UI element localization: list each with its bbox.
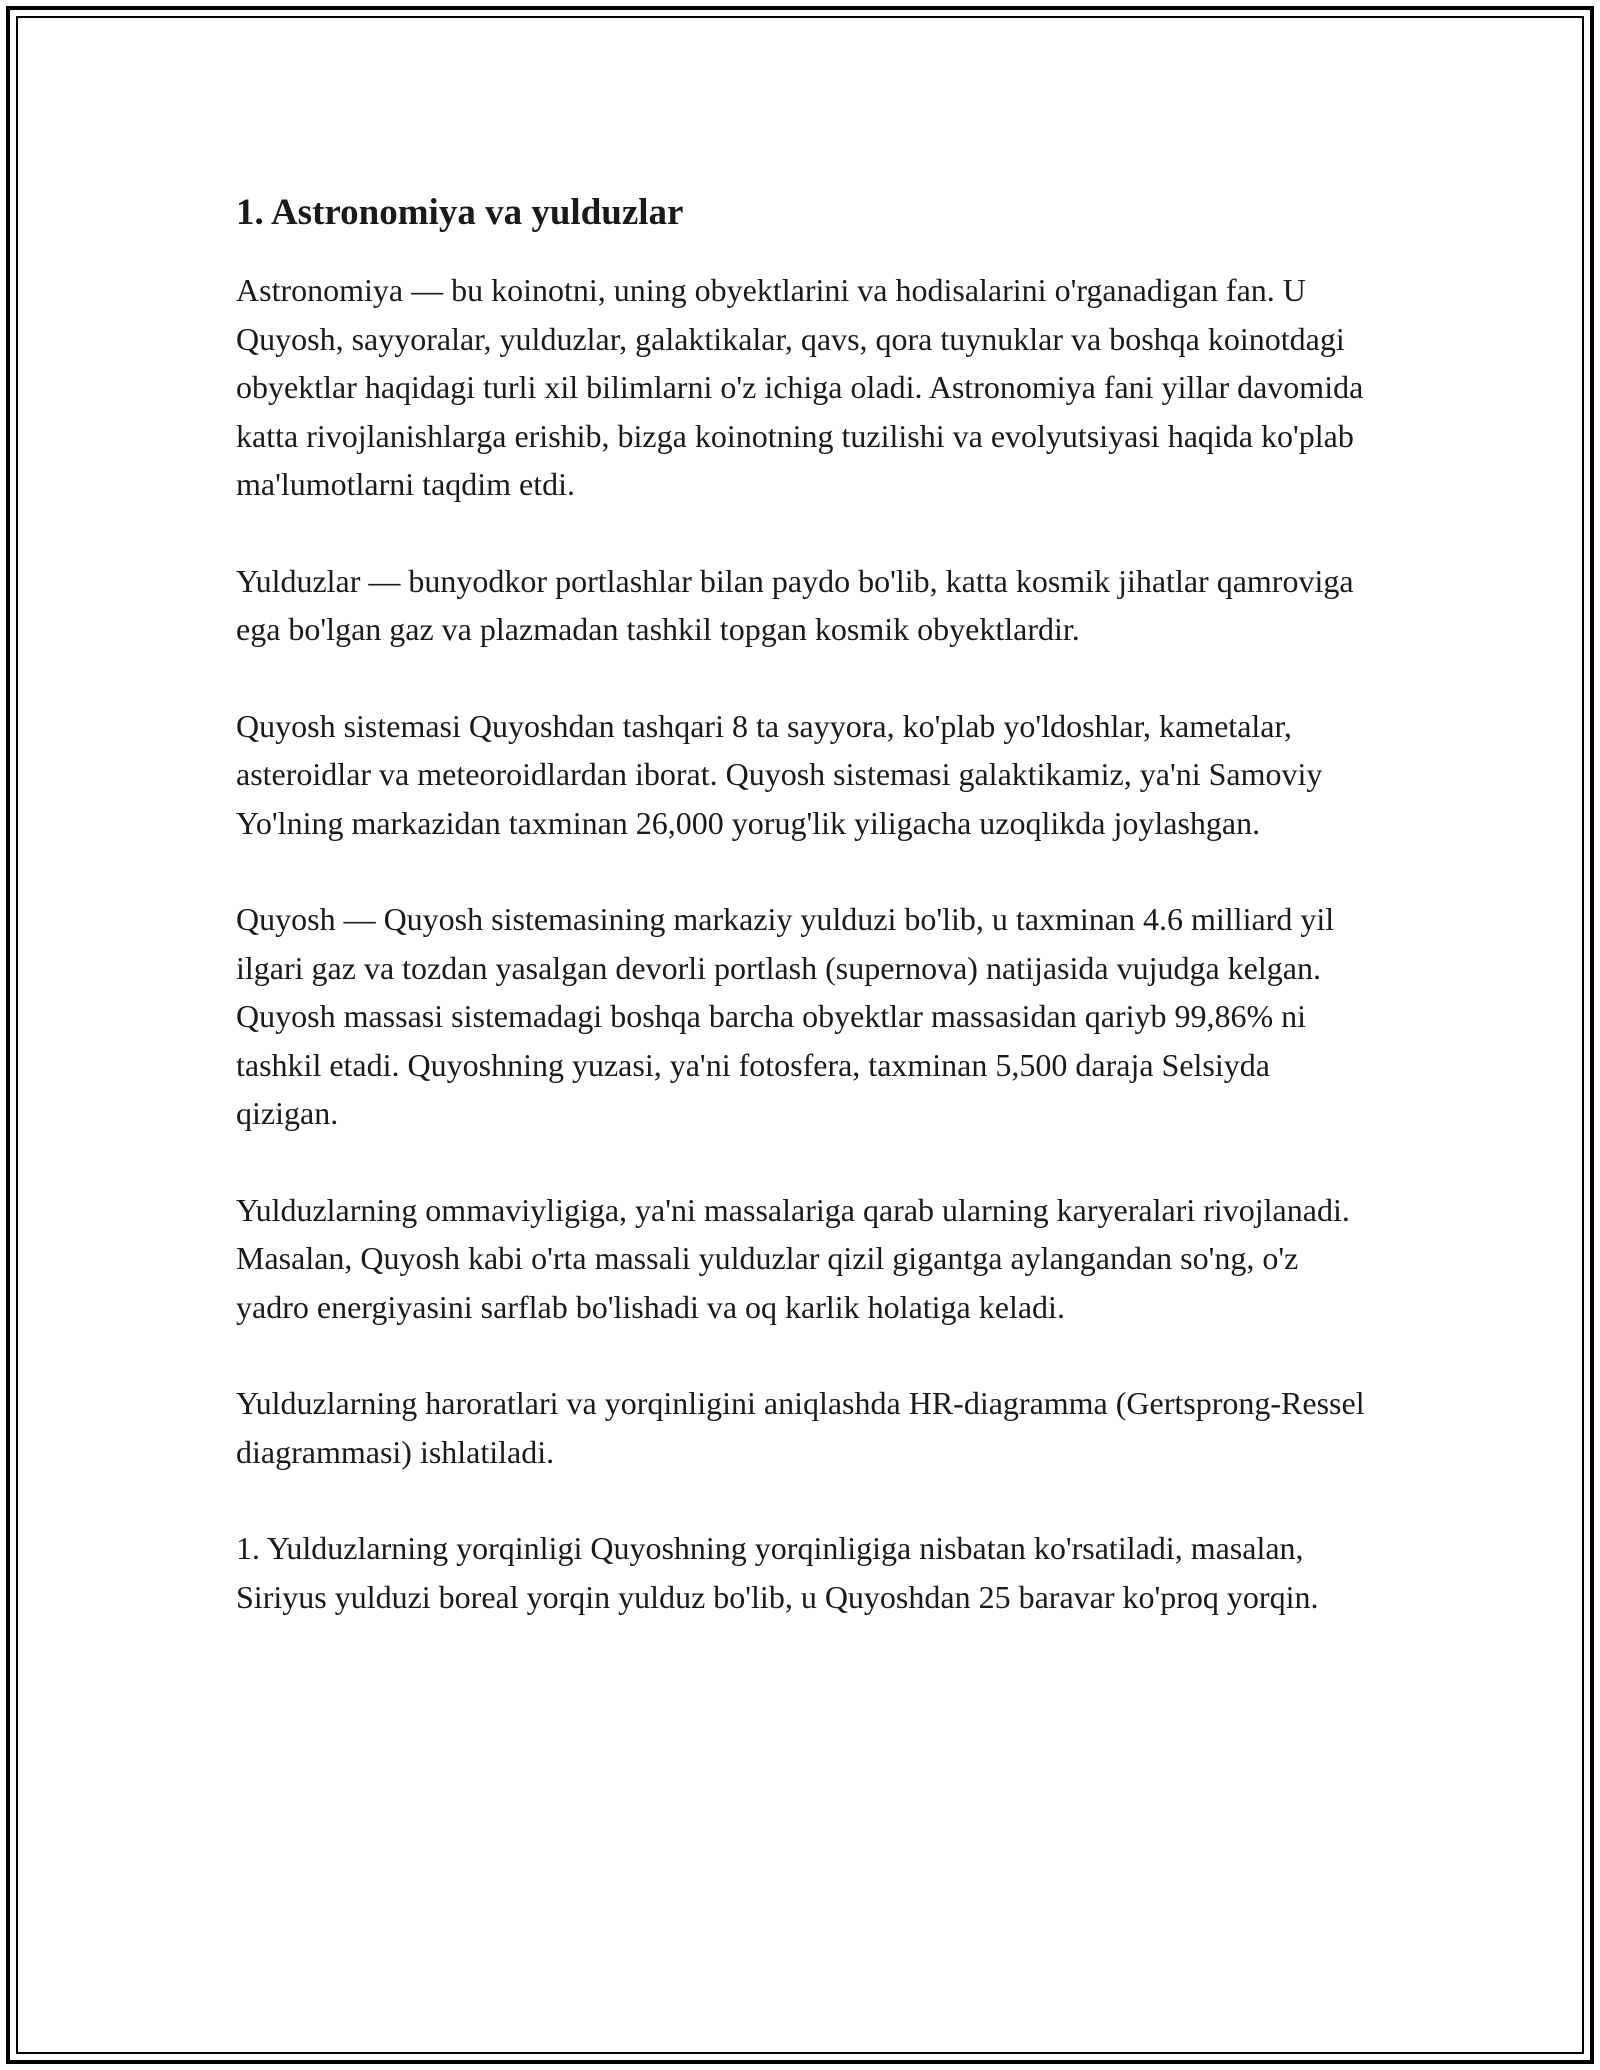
paragraph-sun: Quyosh — Quyosh sistemasining markaziy yulduzi bo'lib, u taxminan 4.6 milliard yil ilgari gaz va tozdan yasalgan devorli portlash (supernova) natijasida vujudga kelgan. Quyosh massasi sistemadagi boshqa barcha obyektlar massasidan qariyb 99,86% ni tashkil etadi. Quyoshning yuzasi, ya'ni fotosfera, taxminan 5,500 daraja Selsiyda qizigan. xyxy=(236,901,1335,1131)
paragraph-astronomy: Astronomiya — bu koinotni, uning obyektlarini va hodisalarini o'rganadigan fan. U Quyosh, sayyoralar, yulduzlar, galaktikalar, qavs, qora tuynuklar va boshqa koinotdagi obyektlar haqidagi turli xil bilimlarni o'z ichiga oladi. Astronomiya fani yillar davomida katta rivojlanishlarga erishib, bizga koinotning tuzilishi va evolyutsiyasi haqida ko'plab ma'lumotlarni taqdim etdi. xyxy=(236,272,1364,502)
paragraph-star-evolution: Yulduzlarning ommaviyligiga, ya'ni massalariga qarab ularning karyeralari rivojlanadi. Masalan, Quyosh kabi o'rta massali yulduzlar qizil gigantga aylangandan so'ng, o'z yadro energiyasini sarflab bo'lishadi va oq karlik holatiga keladi. xyxy=(236,1191,1350,1325)
section-heading: 1. Astronomiya va yulduzlar xyxy=(236,192,684,233)
paragraph-luminosity: 1. Yulduzlarning yorqinligi Quyoshning yorqinligiga nisbatan ko'rsatiladi, masalan, Siriyus yulduzi boreal yorqin yulduz bo'lib, u Quyoshdan 25 baravar ko'proq yorqin. xyxy=(236,1530,1319,1615)
document-body xyxy=(236,186,1376,1669)
paragraph-stars: Yulduzlar — bunyodkor portlashlar bilan paydo bo'lib, katta kosmik jihatlar qamroviga ega bo'lgan gaz va plazmadan tashkil topgan kosmik obyektlardir. xyxy=(236,562,1354,647)
paragraph-solar-system: Quyosh sistemasi Quyoshdan tashqari 8 ta sayyora, ko'plab yo'ldoshlar, kametalar, asteroidlar va meteoroidlardan iborat. Quyosh sistemasi galaktikamiz, ya'ni Samoviy Yo'lning markazidan taxminan 26,000 yorug'lik yiligacha uzoqlikda joylashgan. xyxy=(236,707,1323,841)
paragraph-hr-diagram: Yulduzlarning haroratlari va yorqinligini aniqlashda HR-diagramma (Gertsprong-Ressel diagrammasi) ishlatiladi. xyxy=(236,1385,1365,1470)
